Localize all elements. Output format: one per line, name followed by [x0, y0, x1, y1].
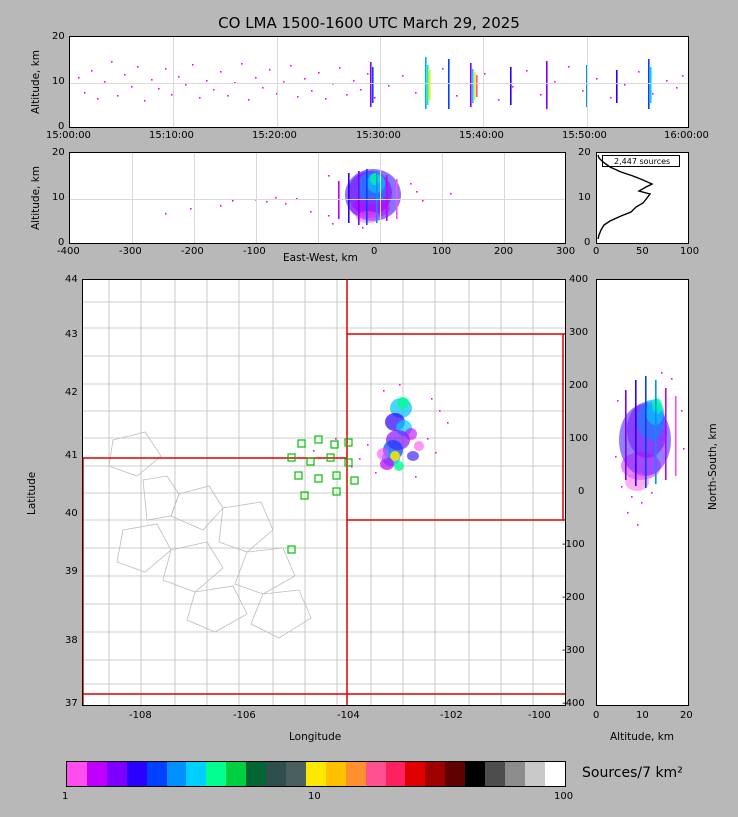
colorbar-segment	[167, 762, 187, 786]
hist-xtick: 50	[636, 246, 649, 257]
east-west-height-panel	[69, 152, 566, 244]
ns-alt-ytick: 300	[569, 327, 589, 338]
colorbar-segment	[206, 762, 226, 786]
colorbar-segment	[87, 762, 107, 786]
hist-ytick: 20	[578, 147, 591, 158]
ew-height-xtick: 100	[432, 246, 452, 257]
colorbar-segment	[485, 762, 505, 786]
map-ylabel: Latitude	[26, 471, 38, 515]
map-ytick: 40	[65, 508, 78, 519]
time-height-xtick: 15:40:00	[459, 130, 504, 141]
ns-alt-ytick: 100	[569, 433, 589, 444]
colorbar-segment	[67, 762, 87, 786]
east-west-height-ylabel: Altitude, km	[30, 165, 42, 230]
east-west-height-xlabel: East-West, km	[283, 252, 358, 264]
ns-alt-xtick: 10	[636, 710, 649, 721]
time-height-ytick: 0	[58, 121, 65, 132]
colorbar-segment	[366, 762, 386, 786]
ew-height-ytick: 0	[58, 237, 65, 248]
map-ytick: 39	[65, 566, 78, 577]
north-south-altitude-panel	[596, 279, 689, 706]
colorbar-segment	[226, 762, 246, 786]
time-height-xtick: 15:20:00	[252, 130, 297, 141]
ew-height-xtick: -300	[119, 246, 142, 257]
map-ytick: 42	[65, 387, 78, 398]
colorbar-segment	[425, 762, 445, 786]
colorbar-segment	[465, 762, 485, 786]
time-height-ytick: 20	[52, 31, 65, 42]
ns-alt-ytick: 200	[569, 380, 589, 391]
hist-xtick: 0	[593, 246, 600, 257]
colorbar-segment	[147, 762, 167, 786]
source-count-label: 2,447 sources	[614, 157, 671, 166]
time-height-ytick: 10	[52, 76, 65, 87]
ns-alt-ytick: -400	[562, 698, 585, 709]
colorbar	[66, 761, 566, 787]
ns-alt-xlabel: Altitude, km	[610, 731, 675, 743]
map-xtick: -102	[440, 710, 463, 721]
colorbar-segment	[107, 762, 127, 786]
colorbar-tick: 1	[62, 791, 69, 802]
colorbar-segment	[286, 762, 306, 786]
map-xlabel: Longitude	[289, 731, 342, 743]
colorbar-tick: 10	[308, 791, 321, 802]
colorbar-segment	[186, 762, 206, 786]
time-height-xtick: 15:10:00	[149, 130, 194, 141]
time-height-ylabel: Altitude, km	[30, 49, 42, 114]
hist-ytick: 10	[578, 192, 591, 203]
ew-height-xtick: 0	[371, 246, 378, 257]
time-height-xtick: 15:30:00	[356, 130, 401, 141]
ew-height-xtick: -200	[181, 246, 204, 257]
map-ytick: 43	[65, 329, 78, 340]
ew-height-xtick: -400	[57, 246, 80, 257]
ns-alt-ytick: -300	[562, 645, 585, 656]
ns-alt-xtick: 0	[593, 710, 600, 721]
map-ytick: 44	[65, 274, 78, 285]
ns-alt-ytick: -100	[562, 539, 585, 550]
time-height-panel	[69, 36, 689, 128]
ew-height-ytick: 20	[52, 147, 65, 158]
time-height-xtick: 16:00:00	[664, 130, 709, 141]
time-height-scatter	[70, 37, 688, 127]
map-xtick: -104	[337, 710, 360, 721]
colorbar-label: Sources/7 km²	[582, 765, 683, 781]
ew-height-xtick: 300	[556, 246, 576, 257]
time-height-xtick: 15:50:00	[562, 130, 607, 141]
colorbar-segment	[405, 762, 425, 786]
map-ytick: 38	[65, 635, 78, 646]
north-south-ylabel: North-South, km	[707, 423, 719, 510]
colorbar-segment	[346, 762, 366, 786]
colorbar-segment	[306, 762, 326, 786]
colorbar-segment	[505, 762, 525, 786]
colorbar-segment	[445, 762, 465, 786]
colorbar-segment	[266, 762, 286, 786]
colorbar-segment	[386, 762, 406, 786]
ns-alt-ytick: 400	[569, 274, 589, 285]
map-ytick: 37	[65, 698, 78, 709]
hist-xtick: 100	[680, 246, 700, 257]
ns-alt-ytick: -200	[562, 592, 585, 603]
ns-alt-xtick: 20	[680, 710, 693, 721]
page-title: CO LMA 1500-1600 UTC March 29, 2025	[218, 14, 520, 32]
colorbar-segment	[326, 762, 346, 786]
north-south-altitude-scatter	[597, 280, 688, 705]
map-ytick: 41	[65, 450, 78, 461]
map-graphics	[83, 280, 565, 705]
ew-height-xtick: 200	[494, 246, 514, 257]
ns-alt-ytick: 0	[578, 486, 585, 497]
ew-height-xtick: -100	[243, 246, 266, 257]
map-xtick: -108	[129, 710, 152, 721]
colorbar-segment	[246, 762, 266, 786]
hist-ytick: 0	[584, 237, 591, 248]
colorbar-segment	[525, 762, 545, 786]
time-height-xtick: 15:00:00	[46, 130, 91, 141]
colorbar-segment	[127, 762, 147, 786]
colorbar-segment	[545, 762, 565, 786]
map-xtick: -100	[528, 710, 551, 721]
ew-height-ytick: 10	[52, 192, 65, 203]
map-panel	[82, 279, 566, 706]
map-xtick: -106	[233, 710, 256, 721]
colorbar-tick: 100	[554, 791, 574, 802]
